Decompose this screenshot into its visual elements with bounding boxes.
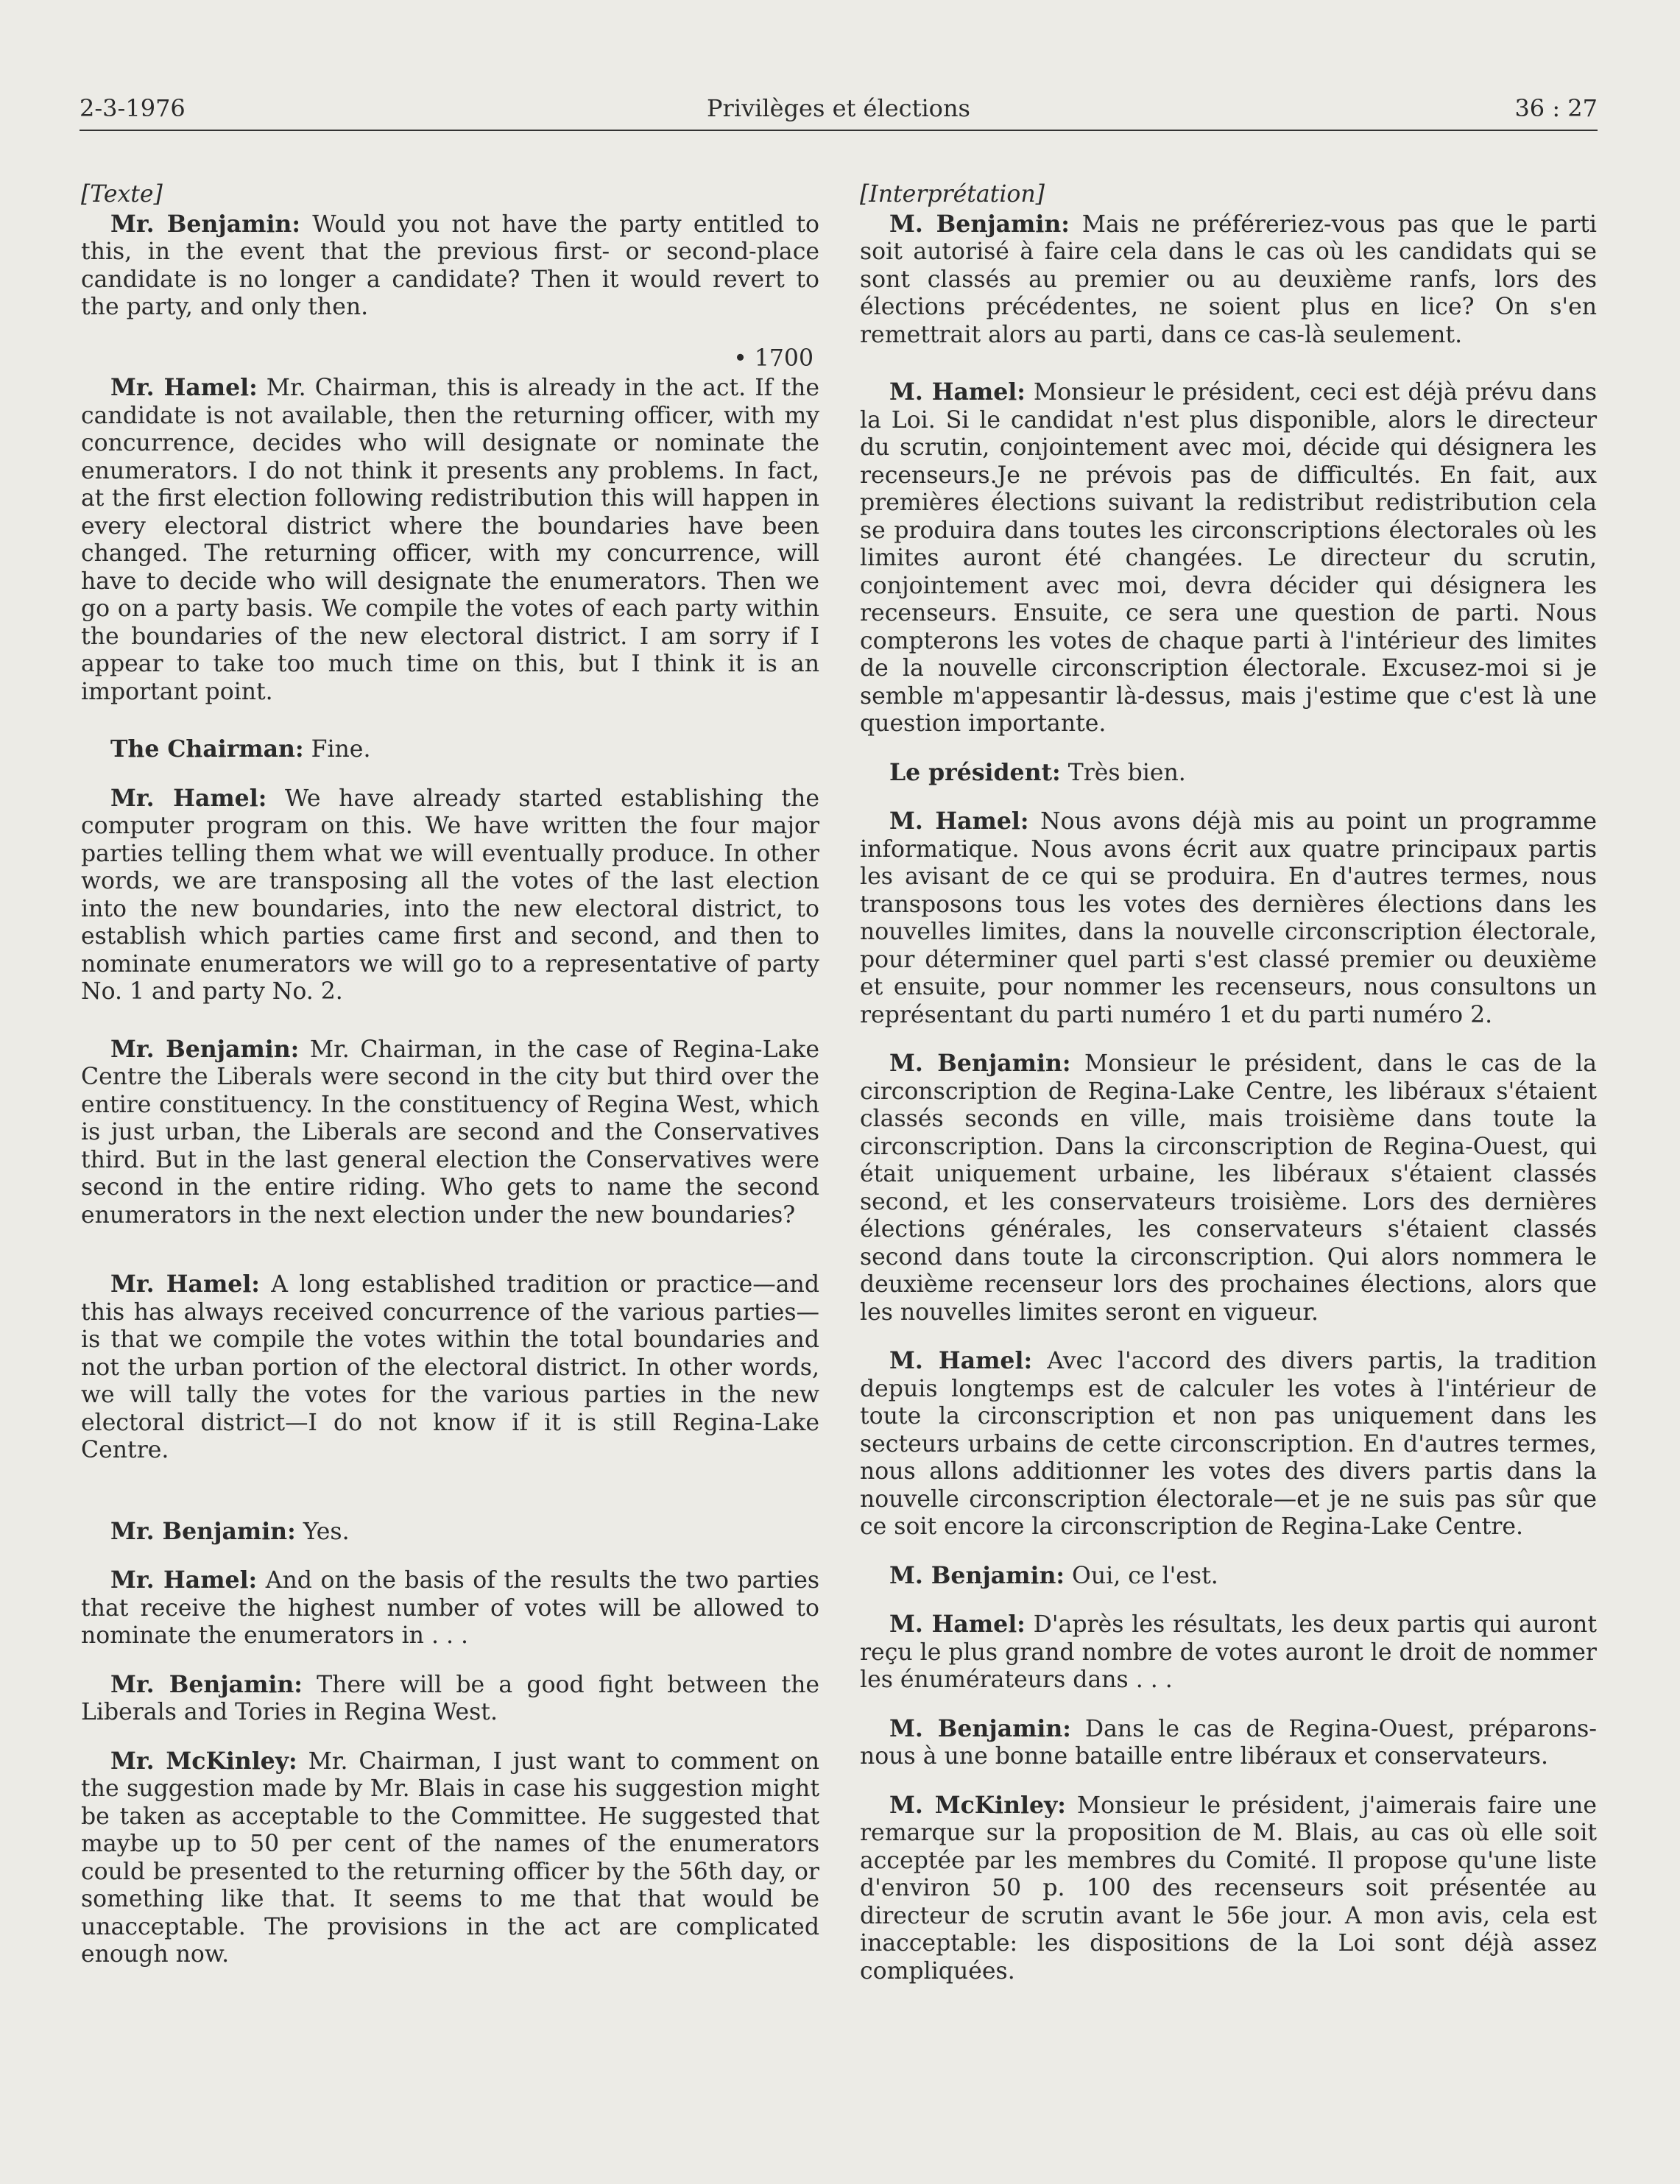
english-column [81, 181, 819, 1990]
paragraph-text: Dans le cas de Regina-Ouest, préparons-nous à une bonne bataille entre libéraux et conservateurs. [860, 1715, 1597, 1770]
speaker: M. Hamel: [889, 378, 1026, 406]
paragraph-text: Monsieur le président, ceci est déjà prévu dans la Loi. Si le candidat n'est plus disponible, alors le directeur du scrutin, conjointement avec moi, décide qui désignera les recenseurs.Je ne prévois pas de difficultés. En fait, aux premières élections suivant la redistribut redistribution cela se produira dans toutes les circonscriptions électorales où les limites auront été changées. Le directeur du scrutin, conjointement avec moi, devra décider qui désignera les recenseurs. Ensuite, ce sera une question de parti. Nous compterons les votes de chaque parti à l'intérieur des limites de la nouvelle circonscription électorale. Excusez-moi si je semble m'appesantir là-dessus, mais j'estime que c'est là une question importante. [860, 379, 1597, 737]
paragraph [81, 1271, 819, 1465]
paragraph [81, 211, 819, 322]
paragraph-text: And on the basis of the results the two parties that receive the highest number of votes will be allowed to nominate the enumerators in . . . [81, 1567, 819, 1649]
paragraph [81, 1671, 819, 1727]
speaker: M. Benjamin: [889, 210, 1070, 238]
speaker: The Chairman: [110, 735, 304, 763]
paragraph-text: Mr. Chairman, this is already in the act. If the candidate is not available, then the returning officer, with my concurrence, decides who will designate or nominate the enumerators. I do not think it presents any problems. In fact, at the first election following redistribution this will happen in every electoral district where the boundaries have been changed. The returning officer, with my concurrence, will have to decide who will designate the enumerators. Then we go on a party basis. We compile the votes of each party within the boundaries of the new electoral district. I am sorry if I appear to take too much time on this, but I think it is an important point. [81, 375, 819, 705]
paragraph-text: Fine. [311, 736, 371, 763]
paragraph-text: Mr. Chairman, I just want to comment on the suggestion made by Mr. Blais in case his suggestion might be taken as acceptable to the Committee. He suggested that maybe up to 50 per cent of the names of the enumerators could be presented to the returning officer by the 56th day, or something like that. It seems to me that that would be unacceptable. The provisions in the act are complicated enough now. [81, 1747, 819, 1968]
speaker: M. Hamel: [889, 1611, 1026, 1638]
speaker: M. McKinley: [889, 1791, 1066, 1819]
speaker: M. Benjamin: [889, 1050, 1071, 1077]
paragraph [860, 211, 1597, 350]
paragraph-text: Monsieur le président, j'aimerais faire une remarque sur la proposition de M. Blais, au cas où elle soit acceptée par les membres du Comité. Il propose qu'une liste d'environ 50 p. 100 des recenseurs soit présentée au directeur de scrutin avant le 56e jour. A mon avis, cela est inacceptable: les dispositions de la Loi sont déjà assez compliquées. [860, 1792, 1597, 1985]
speaker: Le président: [889, 758, 1061, 786]
paragraph [81, 785, 819, 1006]
paragraph-text: D'après les résultats, les deux partis qui auront reçu le plus grand nombre de votes auront le droit de nommer les énumérateurs dans . . . [860, 1611, 1598, 1693]
paragraph-text: Oui, ce l'est. [1072, 1562, 1218, 1589]
text-tag: [Texte] [81, 181, 163, 208]
speaker: M. Benjamin: [889, 1714, 1071, 1742]
page-header [80, 91, 1598, 131]
speaker: M. Benjamin: [889, 1561, 1065, 1589]
paragraph-text: Would you not have the party entitled to this, in the event that the previous first- or second-place candidate is no longer a candidate? Then it would revert to the party, and only then. [81, 211, 819, 320]
speaker: Mr. McKinley: [110, 1747, 297, 1775]
speaker: Mr. Benjamin: [110, 1035, 300, 1063]
time-marker: • 1700 [733, 344, 813, 372]
speaker: Mr. Hamel: [110, 784, 267, 812]
paragraph [81, 735, 819, 764]
header-date: 2-3-1976 [80, 94, 186, 122]
header-page-number: 36 : 27 [1514, 94, 1598, 122]
paragraph-text: A long established tradition or practice—and this has always received concurrence of the various parties—is that we compile the votes within the total boundaries and not the urban portion of the electoral district. In other words, we will tally the votes for the various parties in the new electoral district—I do not know if it is still Regina-Lake Centre. [81, 1271, 819, 1463]
paragraph [860, 1050, 1597, 1326]
paragraph [81, 374, 819, 706]
paragraph-text: Mais ne préféreriez-vous pas que le parti soit autorisé à faire cela dans le cas où les candidats qui se sont classés au premier ou au deuxième ranfs, lors des élections précédentes, ne soient plus en lice? On s'en remettrait alors au parti, dans ce cas-là seulement. [860, 211, 1597, 348]
speaker: Mr. Hamel: [110, 374, 258, 401]
paragraph-text: Mr. Chairman, in the case of Regina-Lake Centre the Liberals were second in the city but third over the entire constituency. In the constituency of Regina West, which is just urban, the Liberals are second and the Conservatives third. But in the last general election the Conservatives were second in the entire riding. Who gets to name the second enumerators in the next election under the new boundaries? [81, 1036, 820, 1229]
paragraph-text: There will be a good fight between the Liberals and Tories in Regina West. [81, 1671, 820, 1725]
interpretation-tag: [Interprétation] [860, 181, 1045, 208]
paragraph [860, 759, 1597, 788]
paragraph [81, 1566, 819, 1650]
paragraph [860, 378, 1597, 738]
paragraph [860, 1792, 1597, 1986]
speaker: Mr. Benjamin: [110, 1517, 296, 1545]
french-column [860, 181, 1597, 2006]
speaker: Mr. Hamel: [110, 1566, 258, 1594]
paragraph-text: Yes. [303, 1518, 350, 1545]
paragraph [860, 1715, 1597, 1771]
paragraph [81, 1036, 819, 1230]
paragraph [860, 1562, 1597, 1591]
paragraph-text: Très bien. [1067, 759, 1186, 786]
speaker: M. Hamel: [889, 1347, 1033, 1374]
paragraph [860, 1611, 1597, 1694]
paragraph [860, 807, 1597, 1029]
paragraph-text: Monsieur le président, dans le cas de la circonscription de Regina-Lake Centre, les libéraux s'étaient classés seconds en ville, mais troisième dans toute la circonscription. Dans la circonscription de Regina-Ouest, qui était uniquement urbaine, les libéraux s'étaient classés second, et les conservateurs troisième. Lors des dernières élections générales, les conservateurs s'étaient classés second dans toute la circonscription. Qui alors nommera le deuxième recenseur lors des prochaines élections, alors que les nouvelles limites seront en vigueur. [860, 1050, 1597, 1326]
paragraph-text: Nous avons déjà mis au point un programme informatique. Nous avons écrit aux quatre principaux partis les avisant de ce qui se produira. En d'autres termes, nous transposons tous les votes des dernières élections dans les nouvelles limites, dans la nouvelle circonscription électorale, pour déterminer quel parti s'est classé premier ou deuxième et ensuite, pour nommer les recenseurs, nous consultons un représentant du parti numéro 1 et du parti numéro 2. [860, 808, 1597, 1028]
paragraph-text: Avec l'accord des divers partis, la tradition depuis longtemps est de calculer les votes à l'intérieur de toute la circonscription et non pas uniquement dans les secteurs urbains de cette circonscription. En d'autres termes, nous allons additionner les votes des divers partis dans la nouvelle circonscription électorale—et je ne suis pas sûr que ce soit encore la circonscription de Regina-Lake Centre. [860, 1348, 1597, 1540]
paragraph [81, 1518, 819, 1547]
paragraph [81, 1747, 819, 1969]
paragraph [860, 1347, 1597, 1541]
speaker: Mr. Hamel: [110, 1271, 260, 1298]
paragraph-text: We have already started establishing the computer program on this. We have written the four major parties telling them what we will eventually produce. In other words, we are transposing all the votes of the last election into the new boundaries, into the new electoral district, to establish which parties came first and second, and then to nominate enumerators we will go to a representative of party No. 1 and party No. 2. [81, 785, 819, 1005]
speaker: Mr. Benjamin: [110, 210, 300, 238]
speaker: M. Hamel: [889, 807, 1029, 835]
header-title: Privilèges et élections [707, 94, 970, 122]
speaker: Mr. Benjamin: [110, 1670, 303, 1698]
